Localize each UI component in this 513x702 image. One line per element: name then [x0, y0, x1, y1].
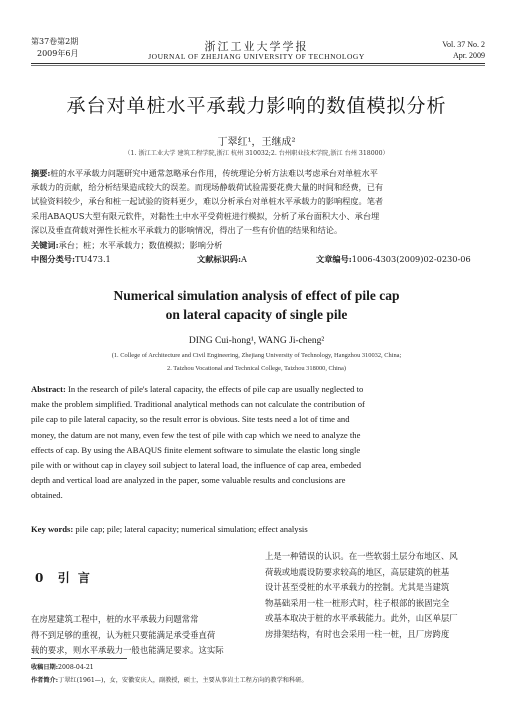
abstract-cn-label: 摘要: [31, 168, 51, 178]
abstract-en [31, 382, 485, 504]
abstract-en-line: pile cap to pile lateral capacity, so the result error is obvious. Site tests need a lot of time and [31, 414, 350, 425]
date-cn: 2009年6月 [37, 49, 79, 58]
article-number-cn: 文章编号:1006-4303(2009)02-0230-06 [316, 254, 471, 264]
section-heading: 0 引 言 [35, 571, 92, 585]
abstract-cn-line: 深以及垂直荷载对弹性长桩水平承载力的影响情况，得出了一些有价值的结果和结论。 [31, 224, 343, 235]
abstract-en-line: depth and vertical load are analyzed in the paper, some valuable results and conclusions are [31, 475, 346, 486]
affiliation-en-line-2: 2. Taizhou Vocational and Technical College, Taizhou 318000, China) [167, 365, 346, 372]
abstract-cn [31, 166, 485, 237]
date-en: Apr. 2009 [453, 51, 485, 60]
footnote-rule [31, 658, 127, 659]
keywords-en: Key words: pile cap; pile; lateral capacity; numerical simulation; effect analysis [31, 524, 308, 534]
affiliation-cn: （1. 浙江工业大学 建筑工程学院,浙江 杭州 310032;2. 台州职业技术学院,浙江 台州 318000） [124, 150, 389, 157]
abstract-cn-line: 摘要:桩的水平承载力问题研究中通常忽略承台作用，传统理论分析方法难以考虑承台对单桩水平 [31, 168, 378, 178]
keywords-cn: 关键词:承台；桩；水平承载力；数值模拟；影响分析 [31, 240, 223, 250]
author-bio: 作者简介:丁翠红(1961—)，女，安徽安庆人，副教授，硕士，主要从事岩土工程方向的教学和科研。 [31, 677, 308, 684]
abstract-cn-line: 承载力的贡献，给分析结果造成较大的误差。而现场静载荷试验需要花费大量的时间和经费，已有 [31, 182, 384, 193]
journal-en: JOURNAL OF ZHEJIANG UNIVERSITY OF TECHNOLOGY [148, 52, 365, 61]
title-en-line-1: Numerical simulation analysis of effect of pile cap [113, 288, 400, 303]
body-line: 得不到足够的重视，认为桩只要能满足承受垂直荷 [31, 629, 216, 640]
abstract-cn-line: 采用ABAQUS大型有限元软件，对黏性土中水平受荷桩进行模拟，分析了承台面积大小、承台埋 [31, 210, 380, 221]
body-line: 物基础采用一柱一桩形式时，柱子根部的嵌固完全 [265, 597, 450, 608]
header-rule-thin [31, 65, 485, 66]
abstract-en-line: pile with or without cap in clayey soil subject to lateral load, the influence of cap area, embeded [31, 460, 362, 471]
class-number-cn: 中图分类号:TU473.1 [31, 254, 111, 264]
body-line: 载的要求，则水平承载力一般也能满足要求。这实际 [31, 645, 224, 655]
authors-cn: 丁翠红¹，王继成² [217, 137, 296, 148]
volume-cn: 第37卷第2期 [31, 37, 79, 46]
affiliation-en-line-1: (1. College of Architecture and Civil Engineering, Zhejiang University of Technology, Hangzhou 310032, China; [111, 352, 402, 359]
body-line: 房排架结构，有时也会采用一柱一桩，且厂房跨度 [265, 628, 450, 639]
abstract-en-line: obtained. [31, 490, 63, 501]
received-date: 收稿日期:2008-04-21 [31, 664, 94, 671]
body-line: 上是一种错误的认识。在一些软弱土层分布地区、风 [265, 551, 458, 561]
body-line: 或基本取决于桩的水平承载能力。此外，山区单层厂 [265, 613, 458, 624]
volume-en: Vol. 37 No. 2 [442, 40, 485, 49]
body-right-column [265, 549, 487, 643]
abstract-en-line: effects of cap. By using the ABAQUS finite element software to simulate the elastic long single [31, 444, 361, 455]
abstract-en-line: Abstract: In the research of pile's lateral capacity, the effects of pile cap are usually neglected to [31, 384, 364, 394]
body-line: 在房屋建筑工程中，桩的水平承载力问题常常 [31, 614, 199, 624]
authors-en: DING Cui-hong¹, WANG Ji-cheng² [188, 336, 325, 346]
body-line: 设计甚至受桩的水平承载力的控制。尤其是当建筑 [265, 582, 450, 593]
journal-cn: 浙江工业大学学报 [204, 40, 309, 53]
abstract-en-label: Abstract: [31, 384, 66, 394]
title-cn: 承台对单桩水平承载力影响的数值模拟分析 [66, 95, 447, 117]
abstract-en-line: money, the datum are not many, even few the test of pile with cap which we need to analyze the [31, 429, 361, 440]
title-en-line-2: on lateral capacity of single pile [165, 307, 348, 322]
header-rule [31, 63, 485, 64]
abstract-cn-line: 试验资料较少，承台和桩一起试验的资料更少，难以分析承台对单桩水平承载力的影响程度。笔者 [31, 196, 384, 207]
abstract-en-line: make the problem simplified. Traditional analytical methods can not calculate the contribution of [31, 399, 365, 410]
document-code-cn: 文献标识码:A [197, 254, 247, 264]
body-left-column [31, 612, 252, 659]
body-line: 荷载或地震设防要求较高的地区，高层建筑的桩基 [265, 566, 450, 577]
